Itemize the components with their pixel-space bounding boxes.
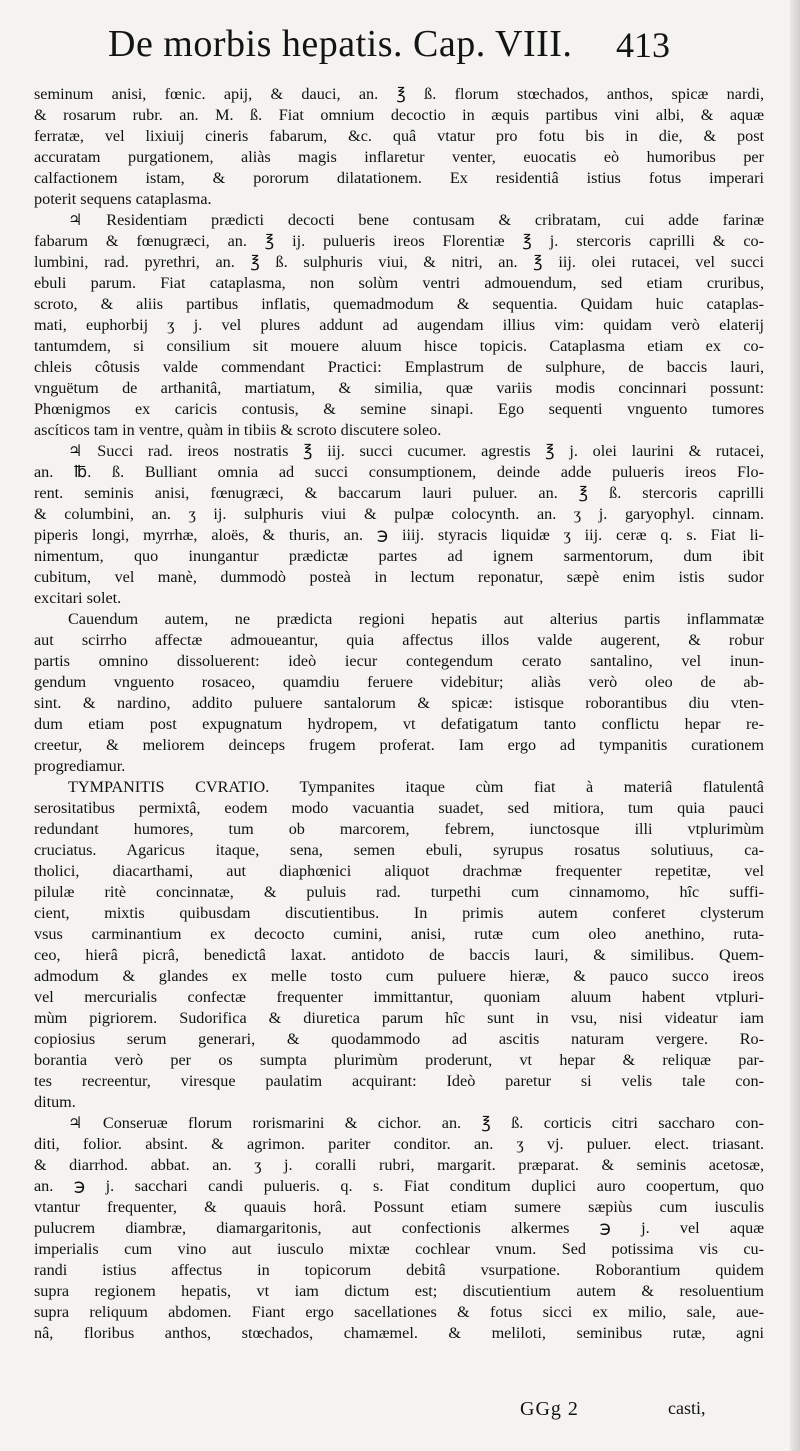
text-line: ♃ Succi rad. ireos nostratis ℥ iij. succi cucumer. agrestis ℥ j. olei laurini & rutacei, [68, 442, 764, 460]
text-line: accuratam purgationem, aliàs magis inflaretur venter, euocatis eò humoribus per [34, 148, 764, 166]
text-line: gendum vnguento rosaceo, quamdiu feruere videbitur; aliàs verò oleo de ab- [34, 673, 764, 691]
text-line: ditum. [34, 1093, 76, 1111]
text-line: supra reliquum abdomen. Fiant ergo sacellationes & fotus sicci ex milio, sale, aue- [34, 1303, 764, 1321]
text-line: serositatibus permixtâ, eodem modo vacuantia suadet, sed mitiora, tum quia pauci [34, 799, 764, 817]
text-line: an. ℈ j. sacchari candi pulueris. q. s. Fiat conditum duplici auro coopertum, quo [34, 1177, 764, 1195]
text-line: mùm pigriorem. Sudorifica & diuretica parum hîc sunt in vsu, nisi videatur iam [34, 1009, 764, 1027]
text-line: vtantur frequenter, & quauis horâ. Possunt etiam sumere sæpiùs cum iusculis [34, 1198, 764, 1216]
text-line: admodum & glandes ex melle tosto cum puluere hieræ, & pauco succo ireos [34, 967, 764, 985]
text-line: cubitum, vel manè, dummodò posteà in lectum reponatur, sæpè enim istis sudor [34, 568, 764, 586]
catchword: casti, [668, 1398, 706, 1418]
text-line: ♃ Residentiam prædicti decocti bene contusam & cribratam, cui adde farinæ [68, 211, 764, 229]
body-text [34, 84, 764, 1344]
text-line: creetur, & meliorem deinceps frugem proferat. Iam ergo ad tympanitis curationem [34, 736, 764, 754]
text-line: fabarum & fœnugræci, an. ℥ ij. pulueris ireos Florentiæ ℥ j. stercoris caprilli & co- [34, 232, 764, 250]
text-line: excitari solet. [34, 589, 122, 607]
text-line: & rosarum rubr. an. M. ß. Fiat omnium decoctio in æquis partibus vini albi, & aquæ [34, 106, 764, 124]
text-line: cruciatus. Agaricus itaque, sena, semen ebuli, syrupus rosatus solutiuus, ca- [34, 841, 764, 859]
page-header [0, 22, 800, 82]
text-line: sint. & nardino, addito puluere santalorum & spicæ: istisque roborantibus diu vten- [34, 694, 764, 712]
text-line: rent. seminis anisi, fœnugræci, & baccarum lauri puluer. an. ℥ ß. stercoris caprilli [34, 484, 764, 502]
text-line: nimentum, quo inungantur prædictæ partes ad ignem sarmentorum, dum ibit [34, 547, 764, 565]
text-line: pulucrem diambræ, diamargaritonis, aut confectionis alkermes ℈ j. vel aquæ [34, 1219, 764, 1237]
text-line: nâ, floribus anthos, stœchados, chamæmel. & meliloti, seminibus rutæ, agni [34, 1324, 764, 1342]
text-line: piperis longi, myrrhæ, aloës, & thuris, an. ℈ iiij. styracis liquidæ ʒ iij. ceræ q. s. Fiat li- [34, 526, 764, 544]
running-title: De morbis hepatis. Cap. VIII. [108, 23, 573, 65]
text-line: chleis côtusis valde commendant Practici: Emplastrum de sulphure, de baccis lauri, [34, 358, 764, 376]
text-line: ascíticos tam in ventre, quàm in tibiis & scroto discutere soleo. [34, 421, 442, 439]
text-line: Cauendum autem, ne prædicta regioni hepatis aut alterius partis inflammatæ [68, 610, 764, 628]
text-line: imperialis cum vino aut iusculo mixtæ cochlear vnum. Sed potissima vis cu- [34, 1240, 764, 1258]
text-line: ♃ Conseruæ florum rorismarini & cichor. an. ℥ ß. corticis citri saccharo con- [68, 1114, 764, 1132]
text-line: progrediamur. [34, 757, 126, 775]
page-number: 413 [616, 25, 670, 65]
text-line: vsus carminantium ex decocto cumini, anisi, rutæ cum oleo anethino, ruta- [34, 925, 764, 943]
text-line: tantumdem, si consilium sit mouere aluum hisce topicis. Cataplasma etiam ex co- [34, 337, 764, 355]
text-line: scroto, & aliis partibus inflatis, quemadmodum & sequentia. Quidam huic cataplas- [34, 295, 764, 313]
text-line: lumbini, rad. pyrethri, an. ℥ ß. sulphuris viui, & nitri, an. ℥ iij. olei rutacei, vel succi [34, 253, 764, 271]
text-line: supra regionem hepatis, vt iam dictum est; discutientium autem & resoluentium [34, 1282, 764, 1300]
text-line: & columbini, an. ʒ ij. sulphuris viui & pulpæ colocynth. an. ʒ j. garyophyl. cinnam. [34, 505, 764, 523]
text-line: & diarrhod. abbat. an. ʒ j. coralli rubri, margarit. præparat. & seminis acetosæ, [34, 1156, 764, 1174]
text-line: aut scirrho affectæ admoueantur, quia affectus illos valde augerent, & robur [34, 631, 764, 649]
text-line: ferratæ, vel lixiuij cineris fabarum, &c. quâ vtatur pro fotu bis in die, & post [34, 127, 764, 145]
signature-mark: GGg 2 [520, 1398, 579, 1420]
text-line: vel mercurialis confectæ frequenter immittantur, quoniam aluum habent vtpluri- [34, 988, 764, 1006]
text-line: Phœnigmos ex caricis contusis, & semine sinapi. Ego sequenti vnguento tumores [34, 400, 764, 418]
text-line: poterit sequens cataplasma. [34, 190, 212, 208]
text-line: borantia verò per os sumpta plurimùm proderunt, vt hepar & reliquæ par- [34, 1051, 764, 1069]
page-footer [0, 1398, 800, 1438]
text-line: seminum anisi, fœnic. apij, & dauci, an. ℥ ß. florum stœchados, anthos, spicæ nardi, [34, 85, 764, 103]
text-line: pilulæ ritè concinnatæ, & puluis rad. turpethi cum cinnamomo, hîc suffi- [34, 883, 764, 901]
text-line: mati, euphorbij ʒ j. vel plures addunt ad augendam illius vim: quidam verò elaterij [34, 316, 764, 334]
text-line: an. ℔. ß. Bulliant omnia ad succi consumptionem, deinde adde pulueris ireos Flo- [34, 463, 764, 481]
text-line: copiosius serum generari, & quodammodo ad ascitis naturam vergere. Ro- [34, 1030, 764, 1048]
text-line: redundant humores, tum ob marcorem, febrem, iunctosque illi vtplurimùm [34, 820, 764, 838]
text-line: randi istius affectus in topicorum debitâ vsurpatione. Roborantium quidem [34, 1261, 764, 1279]
text-line: dum etiam post expugnatum hydropem, vt defatigatum tanto conflictu hepar re- [34, 715, 764, 733]
text-line: vnguëtum de arthanitâ, martiatum, & similia, quæ variis modis concinnari possunt: [34, 379, 764, 397]
text-line: diti, folior. absint. & agrimon. pariter conditor. an. ʒ vj. puluer. elect. triasant. [34, 1135, 764, 1153]
text-line: partis omnino dissoluerent: ideò iecur contegendum cerato santalino, vel inun- [34, 652, 764, 670]
text-line: ceo, hierâ picrâ, benedictâ laxat. antidoto de baccis lauri, & similibus. Quem- [34, 946, 764, 964]
text-line: cient, mixtis quibusdam discutientibus. In primis autem conferet clysterum [34, 904, 764, 922]
text-line: tholici, diacarthami, aut diaphœnici aliquot drachmæ frequenter repetitæ, vel [34, 862, 764, 880]
page-edge-shadow [790, 0, 800, 1451]
text-line: tes recreentur, viresque paulatim acquirant: Ideò paretur si velis tale con- [34, 1072, 764, 1090]
text-line: ebuli parum. Fiat cataplasma, non solùm ventri admouendum, sed etiam cruribus, [34, 274, 764, 292]
text-line: TYMPANITIS CVRATIO. Tympanites itaque cùm fiat à materiâ flatulentâ [68, 778, 764, 796]
text-line: calfactionem istam, & pororum dilatationem. Ex residentiâ istius fotus imperari [34, 169, 764, 187]
